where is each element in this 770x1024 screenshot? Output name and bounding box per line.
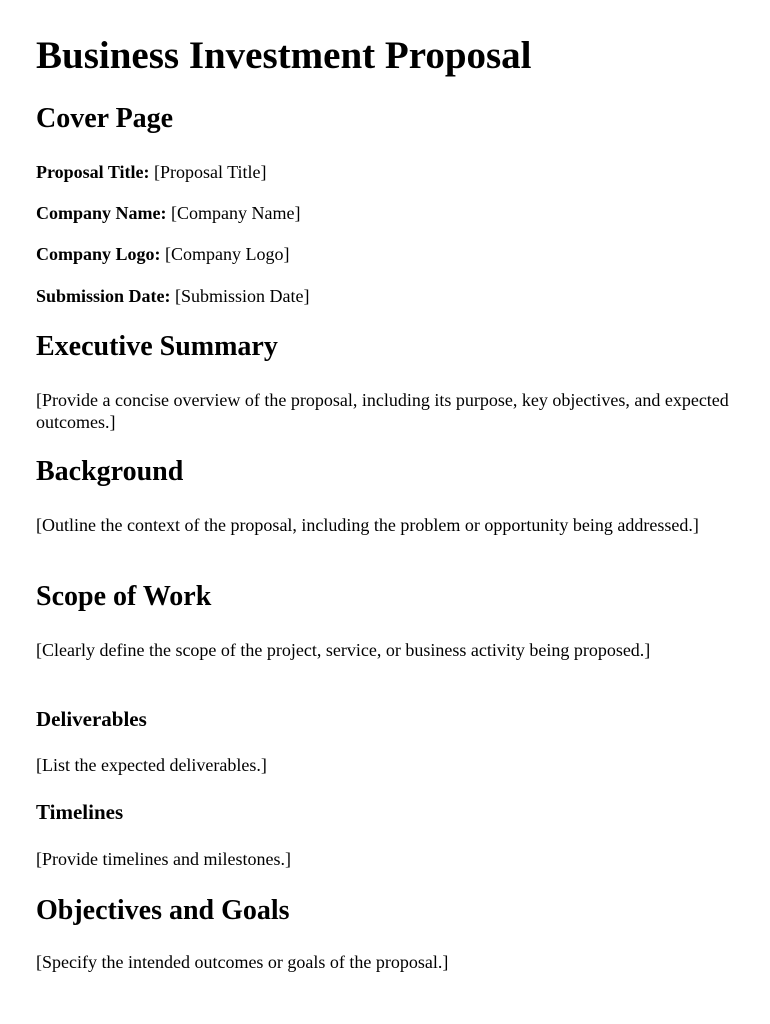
scope-of-work-heading: Scope of Work: [36, 581, 212, 612]
deliverables-body: [List the expected deliverables.]: [36, 755, 267, 775]
cover-page-heading: Cover Page: [36, 103, 174, 134]
proposal-title-value: [Proposal Title]: [154, 162, 267, 182]
objectives-and-goals-heading: Objectives and Goals: [36, 895, 290, 926]
company-name-label: Company Name:: [36, 203, 167, 223]
timelines-body: [Provide timelines and milestones.]: [36, 849, 291, 869]
document-title: Business Investment Proposal: [36, 34, 532, 77]
background-body: [Outline the context of the proposal, including the problem or opportunity being addressed.]: [36, 515, 699, 535]
timelines-heading: Timelines: [36, 800, 124, 824]
objectives-and-goals-body: [Specify the intended outcomes or goals of the proposal.]: [36, 952, 449, 972]
company-name-field: [36, 202, 300, 224]
company-logo-value: [Company Logo]: [165, 244, 290, 264]
executive-summary-body: [Provide a concise overview of the proposal, including its purpose, key objectives, and expected outcomes.]: [36, 390, 729, 432]
company-logo-label: Company Logo:: [36, 244, 161, 264]
deliverables-heading: Deliverables: [36, 707, 147, 731]
submission-date-label: Submission Date:: [36, 286, 171, 306]
proposal-title-field: [36, 161, 267, 183]
background-heading: Background: [36, 456, 184, 487]
submission-date-field: [36, 285, 310, 307]
scope-of-work-body: [Clearly define the scope of the project, service, or business activity being proposed.]: [36, 640, 651, 660]
company-logo-field: [36, 243, 290, 265]
proposal-title-label: Proposal Title:: [36, 162, 150, 182]
company-name-value: [Company Name]: [171, 203, 301, 223]
submission-date-value: [Submission Date]: [175, 286, 310, 306]
executive-summary-heading: Executive Summary: [36, 331, 278, 362]
